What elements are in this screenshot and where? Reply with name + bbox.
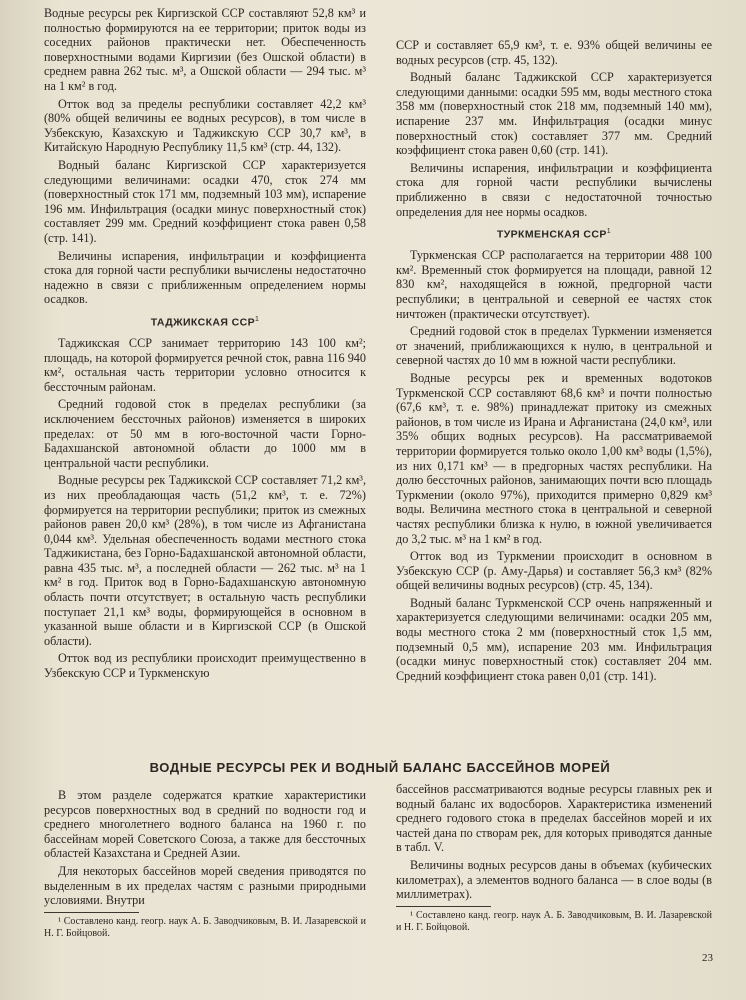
paragraph-section-units: Величины водных ресурсов даны в объемах (кубических километрах), а элементов водного баланса — в слое воды (в миллиметрах).: [396, 857, 712, 902]
paragraph-tajik-outflow-cont: ССР и составляет 65,9 км³, т. е. 93% общей величины ее водных ресурсов (стр. 45, 132).: [396, 38, 712, 67]
paragraph-turkmen-balance: Водный баланс Туркменской ССР очень напряженный и характеризуется следующими величинами: осадки 205 мм, воды местного стока 2 мм (поверхностный сток 1,5 мм, подземный 0,5 мм), испарение 203 мм. Инфильтрация (осадки минус поверхностный сток) составляет 204 мм. Средний коэффициент стока равен 0,01 (стр. 141).: [396, 595, 712, 683]
paragraph-section-basins: бассейнов рассматриваются водные ресурсы главных рек и водный баланс их водосборов. Характеристика изменений среднего годового стока в пределах бассейнов морей и их частей дана по створам рек, для которых приводятся данные в табл. V.: [396, 782, 712, 855]
paragraph-kyrgyz-note: Величины испарения, инфильтрации и коэффициента стока для горной части республики вычислены недостаточно надежно в связи с приближенным определением нормы осадков.: [44, 248, 366, 307]
section-heading: ВОДНЫЕ РЕСУРСЫ РЕК И ВОДНЫЙ БАЛАНС БАССЕЙНОВ МОРЕЙ: [149, 760, 611, 775]
paragraph-tajik-resources: Водные ресурсы рек Таджикской ССР составляет 71,2 км³, из них преобладающая часть (51,2 км³, т. е. 72%) формируется на территории республики; приток из смежных районов равен 20,0 км³ (28%), в том числе из Афганистана 0,044 км³. Удельная обеспеченность водами местного стока Таджикистана, без Горно-Бадахшанской автономной области, равна 435 тыс. м³, а последней области — 262 тыс. м³ на 1 км² в год. Приток вод в Горно-Бадахшанскую автономную область почти отсутствует; в остальную часть республики поступает 21,1 км³ воды, формирующейся в основном в указанной выше области и в Киргизской ССР (в Ошской области).: [44, 473, 366, 648]
paragraph-kyrgyz-outflow: Отток вод за пределы республики составляет 42,2 км³ (80% общей величины ее водных ресурсов), в том числе в Узбекскую, Казахскую и Таджикскую ССР 30,7 км³, в Китайскую Народную Республику 11,5 км³ (стр. 44, 132).: [44, 96, 366, 155]
paragraph-kyrgyz-resources: Водные ресурсы рек Киргизской ССР составляют 52,8 км³ и полностью формируются на ее территории; приток воды из соседних районов практически нет. Обеспеченность поверхностными водами Киргизии (без Ошской области) в среднем равна 262 тыс. м³, а Ошской области — 294 тыс. м³ на 1 км² в год.: [44, 6, 366, 93]
footnote-divider: [44, 912, 139, 913]
bottom-left-column: [44, 788, 366, 943]
paragraph-section-intro: В этом разделе содержатся краткие характеристики ресурсов поверхностных вод в средний по водности год и среднего многолетнего водного баланса на 1960 г. по бассейнам морей Советского Союза, а также для бессточных областей Казахстана и Средней Азии.: [44, 788, 366, 861]
paragraph-tajik-outflow: Отток вод из республики происходит преимущественно в Узбекскую ССР и Туркменскую: [44, 651, 366, 681]
left-column: [44, 6, 366, 684]
footnote-right: ¹ Составлено канд. геогр. наук А. Б. Заводчиковым, В. И. Лазаревской и Н. Г. Бойцовой.: [396, 909, 712, 933]
paragraph-tajik-balance: Водный баланс Таджикской ССР характеризуется следующими данными: осадки 595 мм, воды местного стока 358 мм (поверхностный сток 218 мм, подземный 140 мм), испарение 237 мм. Инфильтрация (осадки минус поверхностный сток) составляет 377 мм. Средний коэффициент стока равен 0,60 (стр. 141).: [396, 70, 712, 158]
paragraph-tajik-runoff: Средний годовой сток в пределах республики (за исключением бессточных районов) изменяется в широких пределах: от 50 мм в юго-восточной части Горно-Бадахшанской автономной области до 1000 мм в центральной части республики.: [44, 397, 366, 470]
heading-turkmen-ssr: [396, 225, 712, 242]
footnote-divider: [396, 906, 491, 907]
paragraph-turkmen-outflow: Отток вод из Туркмении происходит в основном в Узбекскую ССР (р. Аму-Дарья) и составляет 56,3 км³ (82% общей величины водных ресурсов) (стр. 45, 134).: [396, 549, 712, 593]
heading-tajik-ssr: [44, 313, 366, 330]
paragraph-turkmen-resources: Водные ресурсы рек и временных водотоков Туркменской ССР составляют 68,6 км³ и почти полностью (67,6 км³, т. е. 98%) принадлежат притоку из смежных районов, в том числе из Ирана и Афганистана (24,0 км³, или 35% общих водных ресурсов). На рассматриваемой территории формируется только около 1,00 км³ воды (1,5%), из них 0,171 км³ — в предгорных частях республики. На долю бессточных районов, занимающих почти всю площадь Туркмении (около 97%), приходится примерно 0,829 км³ воды. Величина местного стока в центральной и северной частях республики близка к нулю, в южной увеличивается до 3,2 тыс. м³ на 1 км² в год.: [396, 370, 712, 546]
paragraph-tajik-territory: Таджикская ССР занимает территорию 143 100 км²; площадь, на которой формируется речной сток, равна 116 940 км², остальная часть территории условно относится к бессточным районам.: [44, 335, 366, 394]
right-column: [396, 38, 712, 686]
paragraph-tajik-note: Величины испарения, инфильтрации и коэффициента стока для горной части республики вычислены приближенно в связи с недостаточной точностью определения для нее нормы осадков.: [396, 160, 712, 219]
footnote-left: ¹ Составлено канд. геогр. наук А. Б. Заводчиковым, В. И. Лазаревской и Н. Г. Бойцовой.: [44, 915, 366, 939]
paragraph-section-parts: Для некоторых бассейнов морей сведения приводятся по выделенным в их пределах частям с разными природными условиями. Внутри: [44, 863, 366, 908]
footnote-mark: 1: [606, 228, 612, 236]
heading-tajik-text: ТАДЖИКСКАЯ ССР: [150, 316, 256, 329]
bottom-right-column: [396, 782, 712, 937]
footnote-mark: 1: [255, 315, 260, 323]
paragraph-kyrgyz-balance: Водный баланс Киргизской ССР характеризуется следующими величинами: осадки 470, сток 274 мм (поверхностный сток 171 мм, подземный 103 мм), испарение 196 мм. Инфильтрация (осадки минус поверхностный сток) составляет 299 мм. Средний коэффициент стока равен 0,58 (стр. 141).: [44, 157, 366, 245]
paragraph-turkmen-territory: Туркменская ССР располагается на территории 488 100 км². Временный сток формируется на площади, равной 12 830 км², находящейся в южной, предгорной части республики; в центральной и северной ее частях сток ничтожен (практически отсутствует).: [396, 248, 712, 321]
heading-turkmen-text: ТУРКМЕНСКАЯ ССР: [496, 228, 607, 241]
paragraph-turkmen-runoff: Средний годовой сток в пределах Туркмении изменяется от значений, приближающихся к нулю, в центральной и северной частях до 10 мм в южной части республики.: [396, 324, 712, 368]
page-number: 23: [702, 952, 713, 964]
